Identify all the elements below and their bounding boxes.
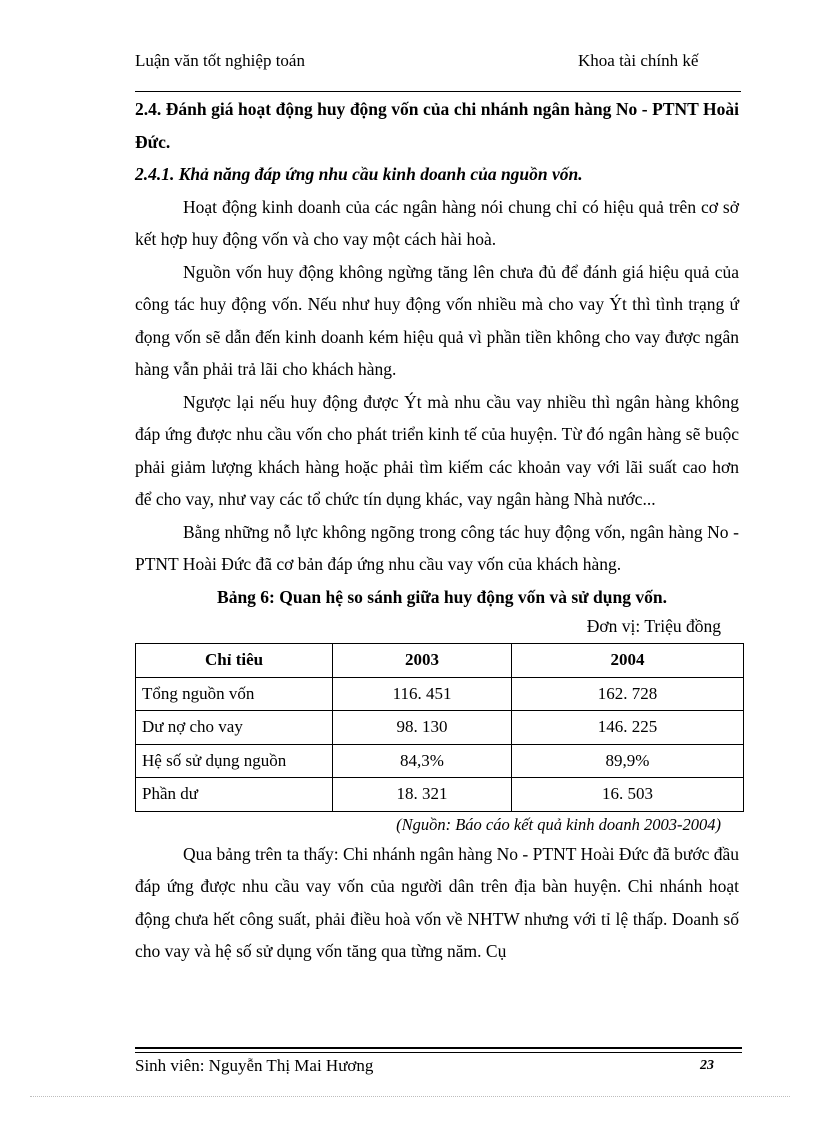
comparison-table xyxy=(135,643,744,812)
paragraph-4: Bằng những nỗ lực không ngõng trong công tác huy động vốn, ngân hàng No - PTNT Hoài Đức đã cơ bản đáp ứng nhu cầu vay vốn của khách hàng. xyxy=(135,521,739,574)
paragraph-1: Hoạt động kinh doanh của các ngân hàng nói chung chỉ có hiệu quả trên cơ sở kết hợp huy động vốn và cho vay một cách hài hoà. xyxy=(135,196,739,249)
value-2004: 146. 225 xyxy=(511,711,743,745)
value-2003: 98. 130 xyxy=(333,711,512,745)
footer-divider-thick xyxy=(135,1047,742,1049)
value-2003: 18. 321 xyxy=(333,778,512,812)
row-label: Tổng nguồn vốn xyxy=(136,677,333,711)
table-unit: Đơn vị: Triệu đồng xyxy=(586,616,721,636)
row-label: Hệ số sử dụng nguồn xyxy=(136,744,333,778)
value-2004: 89,9% xyxy=(511,744,743,778)
subsection-heading: 2.4.1. Khả năng đáp ứng nhu cầu kinh doanh của nguồn vốn. xyxy=(135,164,583,184)
page-number: 23 xyxy=(700,1058,714,1073)
header-title-left: Luận văn tốt nghiệp toán xyxy=(135,51,305,70)
section-heading: 2.4. Đánh giá hoạt động huy động vốn của chi nhánh ngân hàng No - PTNT Hoài Đức. xyxy=(135,99,739,152)
page-body xyxy=(135,93,739,968)
table-row xyxy=(136,677,744,711)
value-2004: 16. 503 xyxy=(511,778,743,812)
table-header-row xyxy=(136,644,744,678)
header-cell-2003: 2003 xyxy=(333,644,512,678)
footer-divider-thin xyxy=(135,1052,742,1053)
header-cell-indicator: Chỉ tiêu xyxy=(136,644,333,678)
paragraph-2: Nguồn vốn huy động không ngừng tăng lên chưa đủ để đánh giá hiệu quả của công tác huy động vốn. Nếu như huy động vốn nhiều mà cho vay Ýt thì tình trạng ứ đọng vốn sẽ dẫn đến kinh doanh kém hiệu quả vì phần tiền không cho vay được ngân hàng vẫn phải trả lãi cho khách hàng. xyxy=(135,261,739,379)
page-bottom-dotted-line xyxy=(30,1096,790,1097)
table-source: (Nguồn: Báo cáo kết quả kinh doanh 2003-2004) xyxy=(396,814,721,834)
value-2004: 162. 728 xyxy=(511,677,743,711)
header-divider xyxy=(135,91,741,92)
paragraph-3: Ngược lại nếu huy động được Ýt mà nhu cầu vay nhiều thì ngân hàng không đáp ứng được nhu cầu vốn cho phát triển kinh tế của huyện. Từ đó ngân hàng sẽ buộc phải giảm lượng khách hàng hoặc phải tìm kiếm các khoản vay với lãi suất cao hơn để cho vay, như vay các tổ chức tín dụng khác, vay ngân hàng Nhà nước... xyxy=(135,391,739,509)
footer-student-name: Sinh viên: Nguyễn Thị Mai Hương xyxy=(135,1056,374,1075)
table-row xyxy=(136,744,744,778)
value-2003: 116. 451 xyxy=(333,677,512,711)
row-label: Phần dư xyxy=(136,778,333,812)
table-caption: Bảng 6: Quan hệ so sánh giữa huy động vốn và sử dụng vốn. xyxy=(217,586,667,607)
row-label: Dư nợ cho vay xyxy=(136,711,333,745)
header-cell-2004: 2004 xyxy=(511,644,743,678)
table-row xyxy=(136,778,744,812)
header-title-right: Khoa tài chính kế xyxy=(578,51,699,70)
closing-paragraph: Qua bảng trên ta thấy: Chi nhánh ngân hàng No - PTNT Hoài Đức đã bước đầu đáp ứng được nhu cầu vay vốn của người dân trên địa bàn huyện. Chi nhánh hoạt động chưa hết công suất, phải điều hoà vốn về NHTW nhưng với tỉ lệ thấp. Doanh số cho vay và hệ số sử dụng vốn tăng qua từng năm. Cụ xyxy=(135,843,739,961)
table-row xyxy=(136,711,744,745)
value-2003: 84,3% xyxy=(333,744,512,778)
